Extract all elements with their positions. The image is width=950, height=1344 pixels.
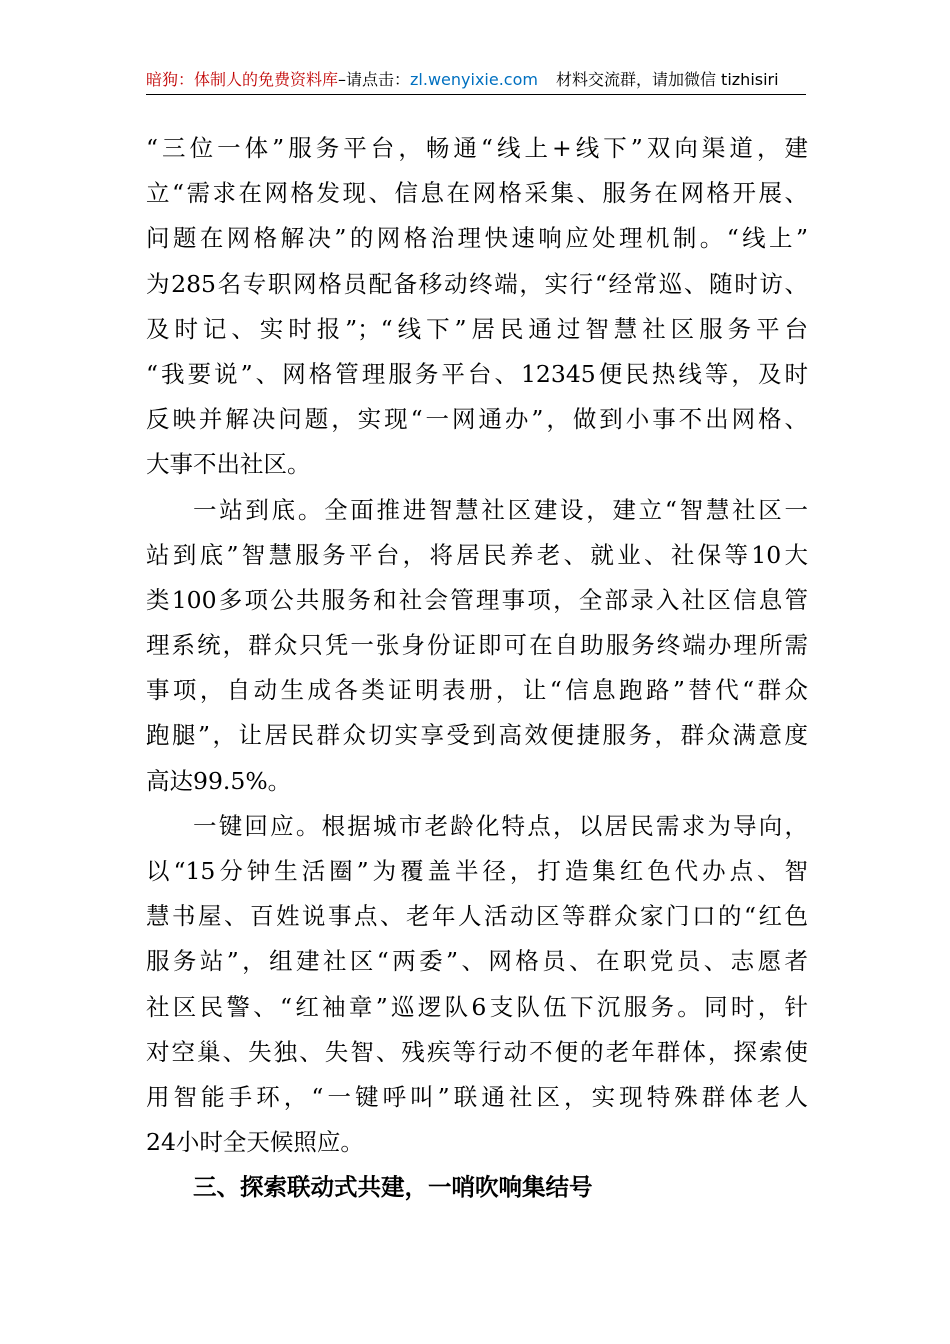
text-line: 用智能手环，“一键呼叫”联通社区，实现特殊群体老人 [146,1082,808,1111]
text-line: 以“15分钟生活圈”为覆盖半径，打造集红色代办点、智 [146,857,808,885]
text-line: 跑腿”，让居民群众切实享受到高效便捷服务，群众满意度 [146,721,808,750]
text-line: 服务站”，组建社区“两委”、网格员、在职党员、志愿者 [146,947,808,976]
header-prompt: –请点击： [338,70,411,89]
text-line: 慧书屋、百姓说事点、老年人活动区等群众家门口的“红色 [146,902,808,931]
text-line: 高达99.5%。 [146,766,292,795]
text-line: 大事不出社区。 [146,450,311,479]
header-brand: 暗狗：体制人的免费资料库 [146,70,339,89]
header-wechat: 材料交流群，请加微信 tizhisiri [555,70,779,89]
text-line: 对空巢、失独、失智、残疾等行动不便的老年群体，探索使 [146,1037,808,1066]
text-line: “我要说”、网格管理服务平台、12345便民热线等，及时 [146,359,808,388]
document-body [146,126,808,1211]
text-line: 一键回应。根据城市老龄化特点，以居民需求为导向， [193,811,808,840]
text-line: 事项，自动生成各类证明表册，让“信息跑路”替代“群众 [146,676,808,705]
text-line: 一站到底。全面推进智慧社区建设，建立“智慧社区一 [193,495,808,524]
page-header [146,66,806,95]
text-line: 站到底”智慧服务平台，将居民养老、就业、社保等10大 [146,540,808,569]
text-line: “三位一体”服务平台，畅通“线上+线下”双向渠道，建 [146,134,808,162]
text-line: 问题在网格解决”的网格治理快速响应处理机制。“线上” [146,224,808,253]
text-line: 立“需求在网格发现、信息在网格采集、服务在网格开展、 [146,179,808,208]
paragraph-one-key [146,804,808,1166]
text-line: 反映并解决问题，实现“一网通办”，做到小事不出网格、 [146,405,808,434]
text-line: 类100多项公共服务和社会管理事项，全部录入社区信息管 [146,585,808,614]
text-line: 及时记、实时报”；“线下”居民通过智慧社区服务平台 [146,314,808,343]
paragraph-continuation [146,126,808,488]
text-line: 为285名专职网格员配备移动终端，实行“经常巡、随时访、 [146,269,808,298]
text-line: 社区民警、“红袖章”巡逻队6支队伍下沉服务。同时，针 [146,992,808,1021]
text-line: 24小时全天候照应。 [146,1128,364,1157]
header-link[interactable]: zl.wenyixie.com [410,70,538,89]
paragraph-one-stop [146,488,808,804]
section-heading: 三、探索联动式共建，一哨吹响集结号 [193,1173,593,1202]
text-line: 理系统，群众只凭一张身份证即可在自助服务终端办理所需 [146,631,808,660]
